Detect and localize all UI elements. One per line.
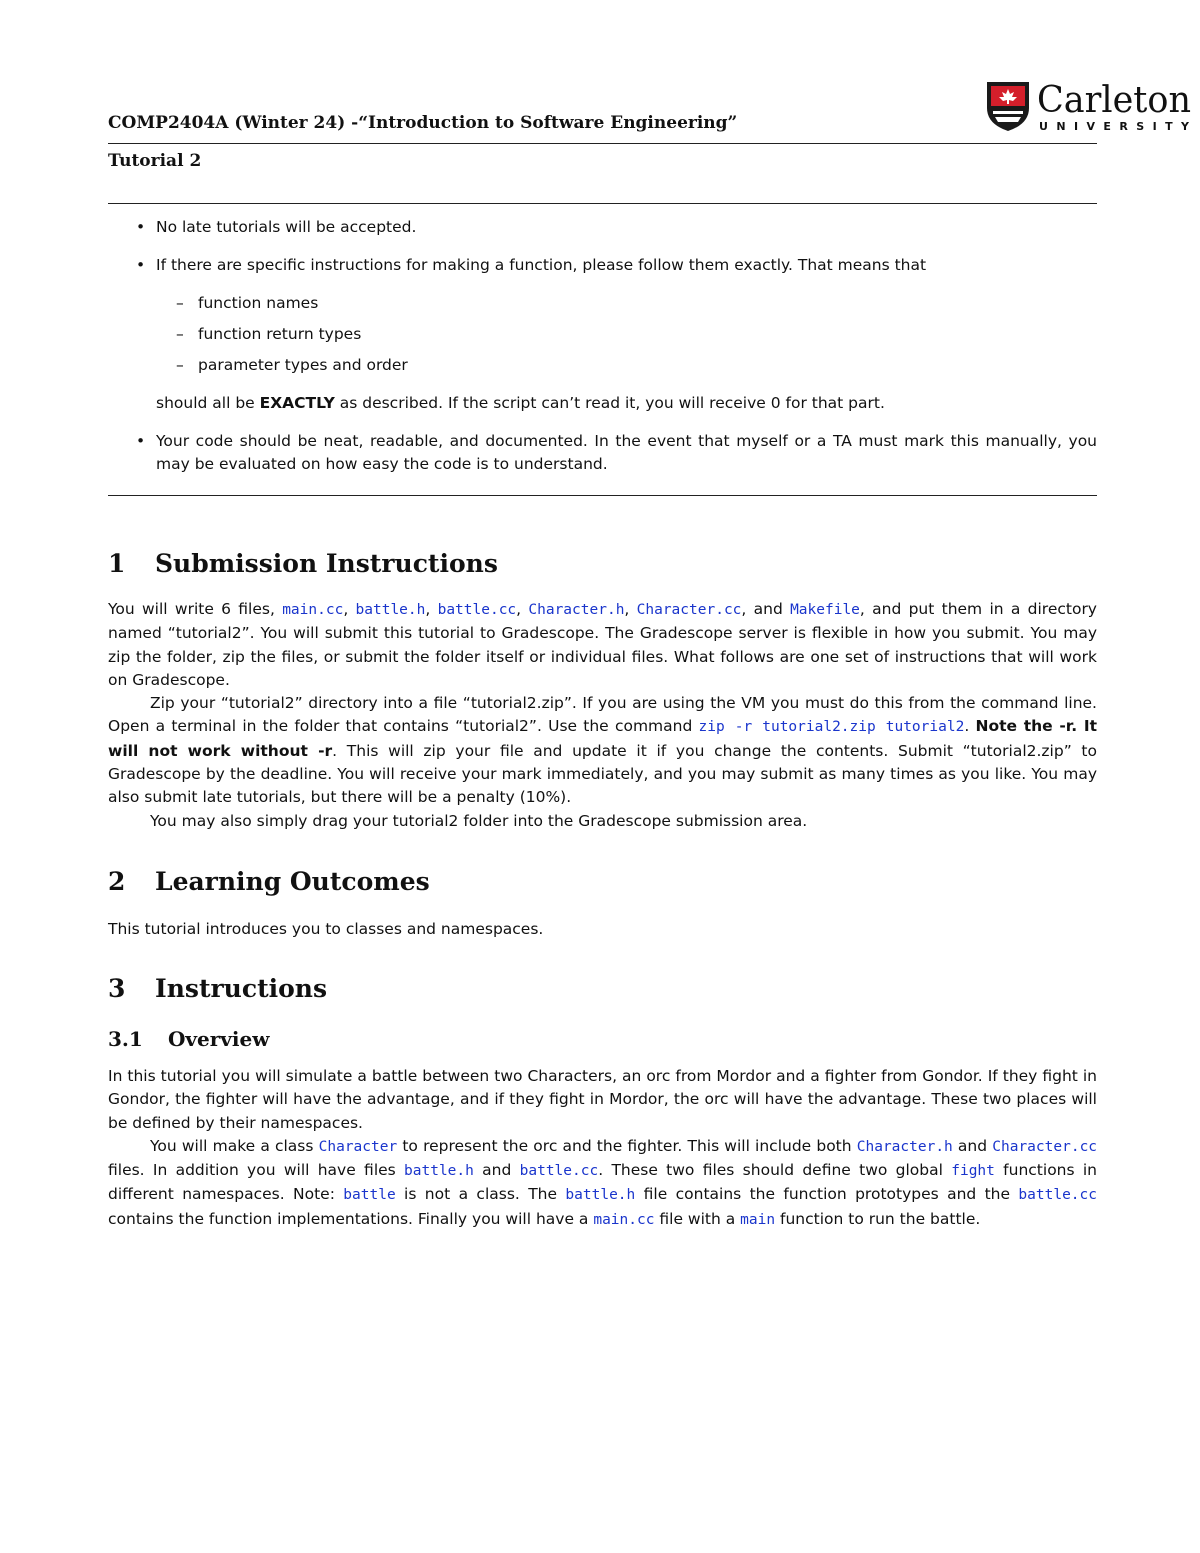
file-character-cc: Character.cc bbox=[992, 1138, 1098, 1155]
section-heading-instructions: 3 Instructions bbox=[108, 974, 328, 1003]
tutorial-label: Tutorial 2 bbox=[108, 151, 202, 171]
rules-bottom-rule bbox=[108, 495, 1097, 496]
file-main-cc: main.cc bbox=[282, 602, 344, 618]
section-heading-submission: 1 Submission Instructions bbox=[108, 549, 498, 578]
class-character: Character bbox=[318, 1138, 398, 1155]
file-battle-h: battle.h bbox=[355, 602, 426, 618]
file-character-h: Character.h bbox=[528, 602, 625, 618]
rules-box bbox=[108, 216, 1097, 476]
rules-top-rule bbox=[108, 203, 1097, 204]
rule-late: • No late tutorials will be accepted. bbox=[108, 216, 1097, 239]
file-battle-cc: battle.cc bbox=[519, 1163, 599, 1180]
section-heading-learning-outcomes: 2 Learning Outcomes bbox=[108, 867, 430, 896]
file-battle-h: battle.h bbox=[404, 1163, 474, 1180]
submission-paragraph-2: Zip your “tutorial2” directory into a file “tutorial2.zip”. If you are using the VM you must do this from the command line. Open a terminal in the folder that contains “tutorial2”. Use the command zip -r tutorial2.zip tutorial2. Note the -r. It will not work without -r. This will zip your file and update it if you change the contents. Submit “tutorial2.zip” to Gradescope by the deadline. You will receive your mark immediately, and you may submit as many times as you like. You may also submit late tutorials, but there will be a penalty (10%). bbox=[108, 694, 1097, 807]
rule-sub-item: – parameter types and order bbox=[108, 354, 1097, 377]
function-main: main bbox=[740, 1211, 776, 1228]
rule-sub-item: – function names bbox=[108, 292, 1097, 315]
file-battle-cc: battle.cc bbox=[1018, 1187, 1097, 1204]
header-rule bbox=[108, 143, 1097, 144]
overview-paragraph-2: You will make a class Character to represent the orc and the fighter. This will include both Character.h and Character.cc files. In addition you will have files battle.h and battle.cc. These two files should define two global fight functions in different namespaces. Note: battle is not a class. The battle.h file contains the function prototypes and the battle.cc contains the function implementations. Finally you will have a main.cc file with a main function to run the battle. bbox=[108, 1136, 1098, 1228]
submission-paragraph-3: You may also simply drag your tutorial2 folder into the Gradescope submission area. bbox=[150, 811, 808, 830]
namespace-battle: battle bbox=[343, 1187, 396, 1204]
submission-body bbox=[108, 598, 1097, 833]
rule-exactly: should all be EXACTLY as described. If the script can’t read it, you will receive 0 for that part. bbox=[156, 394, 885, 412]
rule-specific: • If there are specific instructions for making a function, please follow them exactly. That means that bbox=[108, 254, 1097, 277]
function-fight: fight bbox=[951, 1163, 995, 1180]
course-title: COMP2404A (Winter 24) -“Introduction to Software Engineering” bbox=[108, 113, 738, 133]
file-main-cc: main.cc bbox=[593, 1211, 655, 1228]
rule-sub-item: – function return types bbox=[108, 323, 1097, 346]
file-makefile: Makefile bbox=[790, 602, 860, 618]
zip-command: zip -r tutorial2.zip tutorial2 bbox=[698, 719, 965, 736]
learning-outcomes-paragraph: This tutorial introduces you to classes and namespaces. bbox=[108, 920, 544, 938]
logo-name: Carleton bbox=[1037, 80, 1191, 121]
file-battle-h: battle.h bbox=[565, 1187, 636, 1204]
file-battle-cc: battle.cc bbox=[437, 602, 517, 618]
note-r-flag: Note the -r. It will not work without -r bbox=[108, 717, 1097, 760]
rule-neat: • Your code should be neat, readable, and documented. In the event that myself or a TA must mark this manually, you may be evaluated on how easy the code is to understand. bbox=[108, 430, 1097, 476]
file-character-h: Character.h bbox=[856, 1138, 953, 1155]
submission-paragraph-1: You will write 6 files, main.cc, battle.h, battle.cc, Character.h, Character.cc, and Makefile, and put them in a directory named “tutorial2”. You will submit this tutorial to Gradescope. The Gradescope server is flexible in how you submit. You may zip the folder, zip the files, or submit the folder itself or individual files. What follows are one set of instructions that will work on Gradescope. bbox=[108, 600, 1097, 689]
overview-body bbox=[108, 1065, 1097, 1232]
carleton-logo bbox=[985, 78, 1195, 132]
file-character-cc: Character.cc bbox=[636, 602, 742, 618]
subsection-heading-overview: 3.1 Overview bbox=[108, 1027, 270, 1051]
logo-subtitle: UNIVERSITY bbox=[1039, 120, 1189, 132]
crest-shield-icon bbox=[987, 82, 1029, 131]
overview-paragraph-1: In this tutorial you will simulate a battle between two Characters, an orc from Mordor and a fighter from Gondor. If they fight in Gondor, the fighter will have the advantage, and if they fight in Mordor, the orc will have the advantage. These two places will be defined by their namespaces. bbox=[108, 1067, 1097, 1132]
